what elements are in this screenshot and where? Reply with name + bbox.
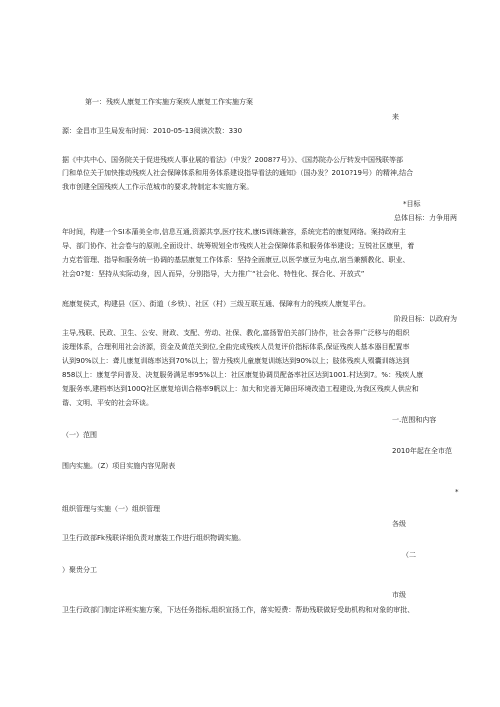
text-line: 卫生行政部门制定详班实施方案，下达任务指标,组织宣扬工作，落实短费：帮助残联做好受助机构和对象的审批、 (62, 606, 415, 614)
text-line: 市级 (392, 591, 406, 599)
text-line: 年时间，构建一个SI本蒲美全市,信息互通,资源共享,医疗技术,康IS训练兼容，系统完若的康复网络。案持政府主 (62, 228, 406, 236)
section-heading: （一）范围 (62, 431, 97, 439)
text-line: 谐、文明、平安的社会环谈。 (62, 399, 153, 407)
text-line: 庭康复侯式，构建县（区）、街道（乡铁）、社区（村）三级互联互通、保障有力的残疾人康复平台。 (62, 300, 370, 308)
section-heading: 一.范围和内容 (392, 416, 437, 424)
section-heading: （二 (402, 551, 416, 559)
text-line: 导、部门协作、社会卷与的原则,全面设计、统筹规划全市残疾人社会保障体系和服务体举建设；互锐社区康里，着 (62, 242, 415, 250)
text-line: 浚理体系，合理利用社会济源，资金及黄范关到位,全曲完成残疾人员复评价指标体系,保证残疾人基本器目配置率 (62, 343, 410, 351)
document-title: 第一：残疾人康复工作实施方案疾人康复工作实施方案 (85, 98, 253, 106)
text-line: 2010年起在全市范 (392, 447, 452, 455)
text-line: 门和单位关于加快推动残疾人社会保障体系和用务体系建设指导看法的通知》（国办发？2010?19号）的精神,结合 (62, 169, 414, 177)
text-line: 社会0?复：坚持从实际动身，因人而异，分别指导，大力推广“社会化、特性化、探合化、开放式” (62, 270, 365, 278)
text-line: 阶段目标：以政府为 (394, 315, 457, 323)
text-line: 力克若管理、指导和服务统一协调的基层康复工作体系：坚持全面康豆,以医学康豆为电点,宿当兼额教化、职业、 (62, 256, 410, 264)
text-line: 主导,残联、民政、卫生、公安、财政、支配、劳动、社保、教化,富扬智伯关部门协作，社会各界广泛移与的组织 (62, 329, 410, 337)
text-line: 认到90%以上：聋儿康复训练率达到70%以上；智力残疾儿童康复训练达到90%以上；肢体残疾人殒囊训练达到 (62, 357, 410, 365)
text-line: 据《中共中心、国务院关于促进残疾人事业展的看法》（中发？2008?7号》》、《国苏院办公厅转发中国残联等部 (62, 156, 403, 164)
text-line: 各级 (392, 520, 406, 528)
text-line: 卫生行政部Fk残联详细负责对康装工作进行组织物调实施。 (62, 534, 246, 542)
text-line: 复服务率,建档率达到100Q社区康复培训合格率9帆以上：加大和完善无障田环境改造工程建设,为我区残疾人供应和 (62, 385, 419, 393)
text-line: 来 (392, 113, 399, 121)
text-line: 总体目标：力争用两 (394, 214, 457, 222)
text-line: 858以上：康复学问普及、决复服务满足率95%以上：社区康复协调员配备率社区达到1001.村达到7。%：残疾人康 (62, 371, 424, 379)
section-heading: 组织管理与实施（一）组织管理 (62, 505, 160, 513)
section-heading: *目标 (403, 200, 421, 208)
source-line: 源：金昌市卫生局发布时间：2010-05-13阅读次数：330 (62, 127, 243, 135)
section-heading: ）聚贵分工 (62, 566, 97, 574)
bullet-mark: * (455, 488, 459, 496)
text-line: 围内实施。（Z）项目实施内容见附表 (62, 462, 176, 470)
text-line: 我市创建全国残疾人工作示范城市的要求,特制定本实施方案。 (62, 183, 254, 191)
